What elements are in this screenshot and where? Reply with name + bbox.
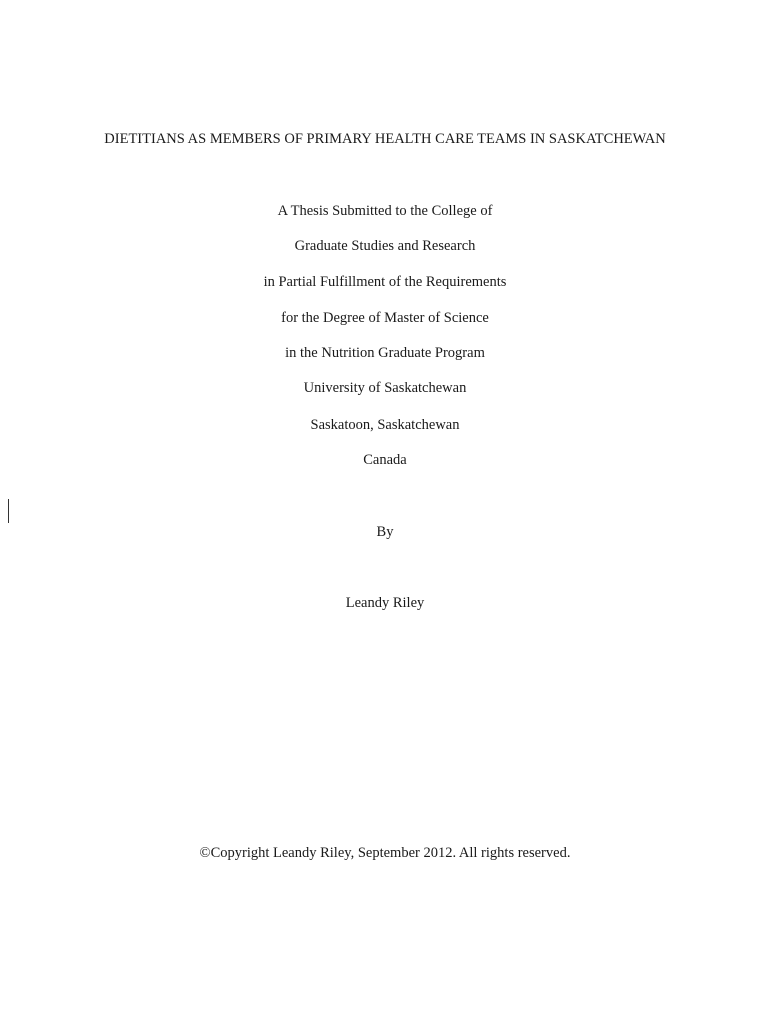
copyright-notice: ©Copyright Leandy Riley, September 2012. All rights reserved. bbox=[199, 845, 571, 861]
submission-line: A Thesis Submitted to the College of bbox=[277, 203, 493, 219]
by-label: By bbox=[376, 524, 394, 540]
submission-line: Graduate Studies and Research bbox=[294, 238, 476, 254]
submission-line: Canada bbox=[363, 452, 407, 468]
submission-line: University of Saskatchewan bbox=[303, 380, 467, 396]
thesis-title: DIETITIANS AS MEMBERS OF PRIMARY HEALTH CARE TEAMS IN SASKATCHEWAN bbox=[104, 131, 666, 147]
submission-line: Saskatoon, Saskatchewan bbox=[310, 417, 460, 433]
author-name: Leandy Riley bbox=[345, 595, 425, 611]
submission-line: in Partial Fulfillment of the Requirements bbox=[263, 274, 507, 290]
text-cursor-mark bbox=[8, 499, 9, 523]
submission-line: for the Degree of Master of Science bbox=[281, 310, 489, 326]
submission-line: in the Nutrition Graduate Program bbox=[285, 345, 485, 361]
